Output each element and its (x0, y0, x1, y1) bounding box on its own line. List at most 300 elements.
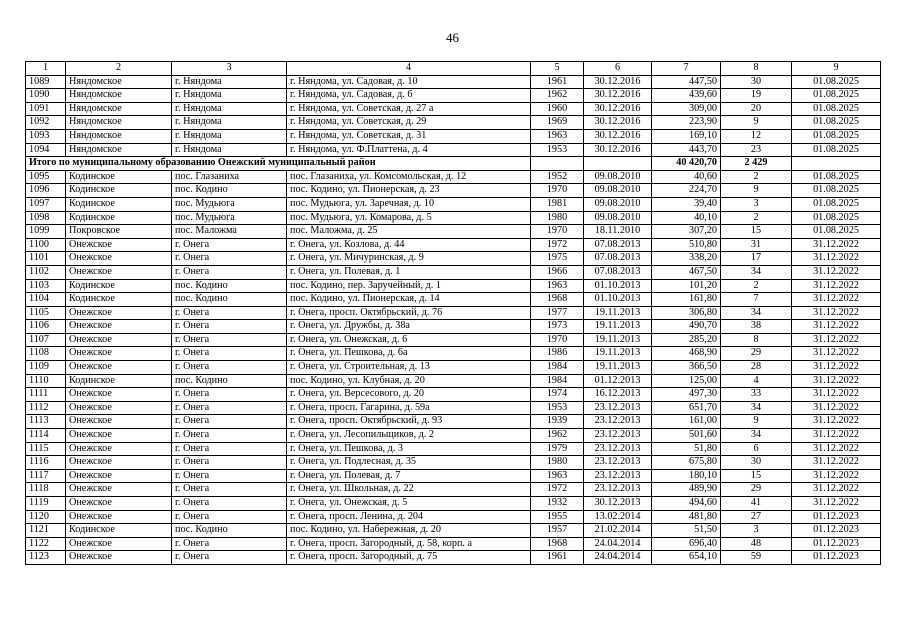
registry-table (25, 61, 881, 565)
address-cell: пос. Кодино, ул. Клубная, д. 20 (287, 374, 531, 388)
deadline-cell: 31.12.2022 (792, 306, 881, 320)
locality-cell: пос. Кодино (172, 374, 287, 388)
year-built-cell: 1970 (531, 225, 584, 239)
column-header: 2 (66, 62, 172, 76)
table-row (26, 524, 881, 538)
settlement-cell: Кодинское (66, 293, 172, 307)
residents-cell: 7 (721, 293, 792, 307)
recognition-date-cell: 30.12.2016 (584, 143, 652, 157)
address-cell: г. Онега, ул. Козлова, д. 44 (287, 238, 531, 252)
address-cell: пос. Мудьюга, ул. Заречная, д. 10 (287, 197, 531, 211)
residents-cell: 19 (721, 89, 792, 103)
residents-cell: 23 (721, 143, 792, 157)
recognition-date-cell: 09.08.2010 (584, 211, 652, 225)
column-header: 5 (531, 62, 584, 76)
area-cell: 306,80 (652, 306, 721, 320)
residents-cell: 41 (721, 497, 792, 511)
year-built-cell: 1952 (531, 170, 584, 184)
column-header: 3 (172, 62, 287, 76)
residents-cell: 9 (721, 184, 792, 198)
year-built-cell: 1979 (531, 442, 584, 456)
residents-cell: 3 (721, 197, 792, 211)
table-row (26, 225, 881, 239)
area-cell: 40,60 (652, 170, 721, 184)
address-cell: г. Онега, ул. Лесопильщиков, д. 2 (287, 429, 531, 443)
total-empty-cell (531, 157, 584, 171)
table-row (26, 401, 881, 415)
year-built-cell: 1968 (531, 537, 584, 551)
locality-cell: пос. Мудьюга (172, 211, 287, 225)
address-cell: г. Онега, просп. Октябрьский, д. 76 (287, 306, 531, 320)
year-built-cell: 1966 (531, 265, 584, 279)
year-built-cell: 1961 (531, 75, 584, 89)
row-number-cell: 1112 (26, 401, 66, 415)
address-cell: г. Онега, ул. Онежская, д. 5 (287, 497, 531, 511)
year-built-cell: 1960 (531, 102, 584, 116)
address-cell: пос. Кодино, ул. Пионерская, д. 23 (287, 184, 531, 198)
row-number-cell: 1121 (26, 524, 66, 538)
address-cell: г. Онега, просп. Загородный, д. 58, корп. а (287, 537, 531, 551)
year-built-cell: 1974 (531, 388, 584, 402)
area-cell: 40,10 (652, 211, 721, 225)
table-row (26, 75, 881, 89)
address-cell: г. Онега, ул. Полевая, д. 1 (287, 265, 531, 279)
locality-cell: пос. Мудьюга (172, 197, 287, 211)
row-number-cell: 1120 (26, 510, 66, 524)
row-number-cell: 1116 (26, 456, 66, 470)
column-header: 1 (26, 62, 66, 76)
recognition-date-cell: 30.12.2013 (584, 497, 652, 511)
settlement-cell: Кодинское (66, 184, 172, 198)
recognition-date-cell: 23.12.2013 (584, 456, 652, 470)
settlement-cell: Няндомское (66, 75, 172, 89)
table-row (26, 279, 881, 293)
year-built-cell: 1962 (531, 89, 584, 103)
residents-cell: 9 (721, 116, 792, 130)
residents-cell: 3 (721, 524, 792, 538)
address-cell: пос. Кодино, пер. Заручейный, д. 1 (287, 279, 531, 293)
locality-cell: г. Онега (172, 551, 287, 565)
residents-cell: 30 (721, 75, 792, 89)
area-cell: 51,80 (652, 442, 721, 456)
deadline-cell: 31.12.2022 (792, 293, 881, 307)
address-cell: г. Онега, просп. Ленина, д. 204 (287, 510, 531, 524)
locality-cell: пос. Кодино (172, 184, 287, 198)
area-cell: 481,80 (652, 510, 721, 524)
row-number-cell: 1092 (26, 116, 66, 130)
row-number-cell: 1091 (26, 102, 66, 116)
table-body (26, 62, 881, 565)
address-cell: г. Онега, ул. Онежская, д. 6 (287, 333, 531, 347)
row-number-cell: 1110 (26, 374, 66, 388)
recognition-date-cell: 23.12.2013 (584, 442, 652, 456)
address-cell: г. Онега, ул. Версесового, д. 20 (287, 388, 531, 402)
table-row (26, 170, 881, 184)
deadline-cell: 31.12.2022 (792, 442, 881, 456)
locality-cell: г. Онега (172, 415, 287, 429)
recognition-date-cell: 07.08.2013 (584, 238, 652, 252)
recognition-date-cell: 30.12.2016 (584, 89, 652, 103)
year-built-cell: 1953 (531, 401, 584, 415)
table-row (26, 497, 881, 511)
residents-cell: 2 (721, 170, 792, 184)
locality-cell: г. Онега (172, 320, 287, 334)
deadline-cell: 01.08.2025 (792, 197, 881, 211)
settlement-cell: Покровское (66, 225, 172, 239)
row-number-cell: 1111 (26, 388, 66, 402)
settlement-cell: Онежское (66, 415, 172, 429)
address-cell: г. Няндома, ул. Советская, д. 29 (287, 116, 531, 130)
residents-cell: 15 (721, 469, 792, 483)
address-cell: г. Онега, просп. Гагарина, д. 59а (287, 401, 531, 415)
residents-cell: 4 (721, 374, 792, 388)
locality-cell: г. Онега (172, 483, 287, 497)
row-number-cell: 1109 (26, 361, 66, 375)
locality-cell: г. Няндома (172, 143, 287, 157)
deadline-cell: 31.12.2022 (792, 238, 881, 252)
address-cell: г. Няндома, ул. Ф.Платтена, д. 4 (287, 143, 531, 157)
recognition-date-cell: 19.11.2013 (584, 320, 652, 334)
year-built-cell: 1963 (531, 469, 584, 483)
address-cell: г. Онега, ул. Пешкова, д. 6а (287, 347, 531, 361)
residents-cell: 38 (721, 320, 792, 334)
row-number-cell: 1105 (26, 306, 66, 320)
deadline-cell: 31.12.2022 (792, 347, 881, 361)
table-row (26, 184, 881, 198)
residents-cell: 6 (721, 442, 792, 456)
locality-cell: г. Онега (172, 265, 287, 279)
settlement-cell: Онежское (66, 401, 172, 415)
year-built-cell: 1953 (531, 143, 584, 157)
total-label: Итого по муниципальному образованию Онежский муниципальный район (26, 157, 531, 171)
deadline-cell: 01.08.2025 (792, 225, 881, 239)
settlement-cell: Онежское (66, 537, 172, 551)
deadline-cell: 01.08.2025 (792, 102, 881, 116)
table-row (26, 252, 881, 266)
deadline-cell: 01.08.2025 (792, 75, 881, 89)
year-built-cell: 1970 (531, 333, 584, 347)
recognition-date-cell: 13.02.2014 (584, 510, 652, 524)
area-cell: 366,50 (652, 361, 721, 375)
deadline-cell: 01.12.2023 (792, 510, 881, 524)
table-row (26, 537, 881, 551)
year-built-cell: 1963 (531, 279, 584, 293)
locality-cell: г. Няндома (172, 129, 287, 143)
table-row (26, 456, 881, 470)
area-cell: 443,70 (652, 143, 721, 157)
column-header: 8 (721, 62, 792, 76)
address-cell: пос. Глазаниха, ул. Комсомольская, д. 12 (287, 170, 531, 184)
deadline-cell: 01.08.2025 (792, 184, 881, 198)
table-row (26, 265, 881, 279)
header-row (26, 62, 881, 76)
settlement-cell: Онежское (66, 333, 172, 347)
column-header: 6 (584, 62, 652, 76)
residents-cell: 12 (721, 129, 792, 143)
recognition-date-cell: 19.11.2013 (584, 347, 652, 361)
settlement-cell: Онежское (66, 456, 172, 470)
settlement-cell: Кодинское (66, 197, 172, 211)
row-number-cell: 1102 (26, 265, 66, 279)
settlement-cell: Няндомское (66, 116, 172, 130)
year-built-cell: 1980 (531, 211, 584, 225)
year-built-cell: 1980 (531, 456, 584, 470)
area-cell: 224,70 (652, 184, 721, 198)
row-number-cell: 1100 (26, 238, 66, 252)
area-cell: 125,00 (652, 374, 721, 388)
row-number-cell: 1097 (26, 197, 66, 211)
residents-cell: 8 (721, 333, 792, 347)
row-number-cell: 1114 (26, 429, 66, 443)
deadline-cell: 31.12.2022 (792, 483, 881, 497)
deadline-cell: 01.08.2025 (792, 129, 881, 143)
table-row (26, 361, 881, 375)
locality-cell: г. Онега (172, 469, 287, 483)
table-row (26, 102, 881, 116)
row-number-cell: 1099 (26, 225, 66, 239)
table-row (26, 129, 881, 143)
recognition-date-cell: 23.12.2013 (584, 401, 652, 415)
year-built-cell: 1932 (531, 497, 584, 511)
area-cell: 101,20 (652, 279, 721, 293)
year-built-cell: 1957 (531, 524, 584, 538)
address-cell: г. Онега, ул. Подлесная, д. 35 (287, 456, 531, 470)
recognition-date-cell: 24.04.2014 (584, 551, 652, 565)
settlement-cell: Кодинское (66, 211, 172, 225)
table-row (26, 320, 881, 334)
area-cell: 51,50 (652, 524, 721, 538)
settlement-cell: Няндомское (66, 143, 172, 157)
settlement-cell: Няндомское (66, 102, 172, 116)
area-cell: 307,20 (652, 225, 721, 239)
year-built-cell: 1961 (531, 551, 584, 565)
recognition-date-cell: 30.12.2016 (584, 102, 652, 116)
area-cell: 338,20 (652, 252, 721, 266)
recognition-date-cell: 30.12.2016 (584, 75, 652, 89)
table-row (26, 374, 881, 388)
table-row (26, 429, 881, 443)
residents-cell: 34 (721, 429, 792, 443)
settlement-cell: Няндомское (66, 89, 172, 103)
address-cell: г. Няндома, ул. Советская, д. 31 (287, 129, 531, 143)
table-row (26, 347, 881, 361)
row-number-cell: 1094 (26, 143, 66, 157)
area-cell: 510,80 (652, 238, 721, 252)
recognition-date-cell: 30.12.2016 (584, 129, 652, 143)
area-cell: 651,70 (652, 401, 721, 415)
row-number-cell: 1098 (26, 211, 66, 225)
address-cell: г. Онега, ул. Полевая, д. 7 (287, 469, 531, 483)
row-number-cell: 1108 (26, 347, 66, 361)
locality-cell: г. Онега (172, 429, 287, 443)
residents-cell: 34 (721, 401, 792, 415)
recognition-date-cell: 19.11.2013 (584, 333, 652, 347)
deadline-cell: 01.12.2023 (792, 524, 881, 538)
residents-cell: 48 (721, 537, 792, 551)
address-cell: пос. Кодино, ул. Пионерская, д. 14 (287, 293, 531, 307)
address-cell: г. Няндома, ул. Советская, д. 27 а (287, 102, 531, 116)
total-empty-cell (584, 157, 652, 171)
table-row (26, 211, 881, 225)
locality-cell: г. Онега (172, 388, 287, 402)
year-built-cell: 1955 (531, 510, 584, 524)
residents-cell: 34 (721, 265, 792, 279)
settlement-cell: Онежское (66, 347, 172, 361)
residents-cell: 9 (721, 415, 792, 429)
recognition-date-cell: 09.08.2010 (584, 184, 652, 198)
deadline-cell: 01.08.2025 (792, 170, 881, 184)
row-number-cell: 1096 (26, 184, 66, 198)
deadline-cell: 01.08.2025 (792, 116, 881, 130)
residents-cell: 15 (721, 225, 792, 239)
locality-cell: г. Онега (172, 347, 287, 361)
area-cell: 39,40 (652, 197, 721, 211)
settlement-cell: Онежское (66, 551, 172, 565)
residents-cell: 34 (721, 306, 792, 320)
year-built-cell: 1972 (531, 238, 584, 252)
settlement-cell: Онежское (66, 429, 172, 443)
table-row (26, 442, 881, 456)
year-built-cell: 1962 (531, 429, 584, 443)
deadline-cell: 31.12.2022 (792, 333, 881, 347)
table-row (26, 510, 881, 524)
area-cell: 489,90 (652, 483, 721, 497)
area-cell: 468,90 (652, 347, 721, 361)
column-header: 9 (792, 62, 881, 76)
settlement-cell: Онежское (66, 265, 172, 279)
address-cell: г. Няндома, ул. Садовая, д. 10 (287, 75, 531, 89)
deadline-cell: 31.12.2022 (792, 279, 881, 293)
locality-cell: г. Няндома (172, 102, 287, 116)
locality-cell: пос. Кодино (172, 293, 287, 307)
locality-cell: г. Онега (172, 306, 287, 320)
year-built-cell: 1963 (531, 129, 584, 143)
settlement-cell: Онежское (66, 238, 172, 252)
deadline-cell: 01.12.2023 (792, 537, 881, 551)
year-built-cell: 1984 (531, 374, 584, 388)
recognition-date-cell: 09.08.2010 (584, 197, 652, 211)
deadline-cell: 31.12.2022 (792, 497, 881, 511)
area-cell: 161,00 (652, 415, 721, 429)
locality-cell: г. Онега (172, 252, 287, 266)
deadline-cell: 31.12.2022 (792, 388, 881, 402)
row-number-cell: 1117 (26, 469, 66, 483)
settlement-cell: Онежское (66, 388, 172, 402)
locality-cell: пос. Кодино (172, 524, 287, 538)
area-cell: 654,10 (652, 551, 721, 565)
locality-cell: пос. Глазаниха (172, 170, 287, 184)
table-row (26, 293, 881, 307)
area-cell: 285,20 (652, 333, 721, 347)
settlement-cell: Онежское (66, 306, 172, 320)
table-row (26, 306, 881, 320)
deadline-cell: 31.12.2022 (792, 456, 881, 470)
row-number-cell: 1089 (26, 75, 66, 89)
deadline-cell: 31.12.2022 (792, 415, 881, 429)
area-cell: 439,60 (652, 89, 721, 103)
locality-cell: пос. Маложма (172, 225, 287, 239)
year-built-cell: 1975 (531, 252, 584, 266)
settlement-cell: Кодинское (66, 374, 172, 388)
recognition-date-cell: 19.11.2013 (584, 306, 652, 320)
row-number-cell: 1090 (26, 89, 66, 103)
residents-cell: 2 (721, 211, 792, 225)
row-number-cell: 1118 (26, 483, 66, 497)
residents-cell: 31 (721, 238, 792, 252)
deadline-cell: 31.12.2022 (792, 320, 881, 334)
year-built-cell: 1969 (531, 116, 584, 130)
recognition-date-cell: 30.12.2016 (584, 116, 652, 130)
year-built-cell: 1977 (531, 306, 584, 320)
year-built-cell: 1986 (531, 347, 584, 361)
locality-cell: г. Онега (172, 442, 287, 456)
row-number-cell: 1122 (26, 537, 66, 551)
area-cell: 161,80 (652, 293, 721, 307)
settlement-cell: Онежское (66, 320, 172, 334)
recognition-date-cell: 18.11.2010 (584, 225, 652, 239)
year-built-cell: 1970 (531, 184, 584, 198)
recognition-date-cell: 21.02.2014 (584, 524, 652, 538)
column-header: 4 (287, 62, 531, 76)
recognition-date-cell: 07.08.2013 (584, 252, 652, 266)
locality-cell: пос. Кодино (172, 279, 287, 293)
recognition-date-cell: 07.08.2013 (584, 265, 652, 279)
total-row (26, 157, 881, 171)
locality-cell: г. Няндома (172, 116, 287, 130)
residents-cell: 33 (721, 388, 792, 402)
table-row (26, 143, 881, 157)
recognition-date-cell: 01.10.2013 (584, 279, 652, 293)
area-cell: 490,70 (652, 320, 721, 334)
residents-cell: 17 (721, 252, 792, 266)
locality-cell: г. Онега (172, 537, 287, 551)
area-cell: 696,40 (652, 537, 721, 551)
row-number-cell: 1103 (26, 279, 66, 293)
page-number: 46 (446, 30, 459, 45)
residents-cell: 20 (721, 102, 792, 116)
settlement-cell: Онежское (66, 510, 172, 524)
total-residents: 2 429 (721, 157, 792, 171)
table-row (26, 469, 881, 483)
year-built-cell: 1939 (531, 415, 584, 429)
area-cell: 497,30 (652, 388, 721, 402)
settlement-cell: Кодинское (66, 279, 172, 293)
residents-cell: 2 (721, 279, 792, 293)
recognition-date-cell: 23.12.2013 (584, 415, 652, 429)
locality-cell: г. Няндома (172, 75, 287, 89)
settlement-cell: Онежское (66, 497, 172, 511)
locality-cell: г. Няндома (172, 89, 287, 103)
locality-cell: г. Онега (172, 361, 287, 375)
total-empty-cell (792, 157, 881, 171)
recognition-date-cell: 09.08.2010 (584, 170, 652, 184)
area-cell: 169,10 (652, 129, 721, 143)
settlement-cell: Кодинское (66, 524, 172, 538)
table-row (26, 197, 881, 211)
address-cell: пос. Маложма, д. 25 (287, 225, 531, 239)
row-number-cell: 1115 (26, 442, 66, 456)
settlement-cell: Онежское (66, 252, 172, 266)
row-number-cell: 1119 (26, 497, 66, 511)
locality-cell: г. Онега (172, 497, 287, 511)
recognition-date-cell: 16.12.2013 (584, 388, 652, 402)
residents-cell: 27 (721, 510, 792, 524)
year-built-cell: 1972 (531, 483, 584, 497)
table-row (26, 483, 881, 497)
residents-cell: 29 (721, 347, 792, 361)
address-cell: г. Онега, ул. Пешкова, д. 3 (287, 442, 531, 456)
recognition-date-cell: 01.10.2013 (584, 293, 652, 307)
